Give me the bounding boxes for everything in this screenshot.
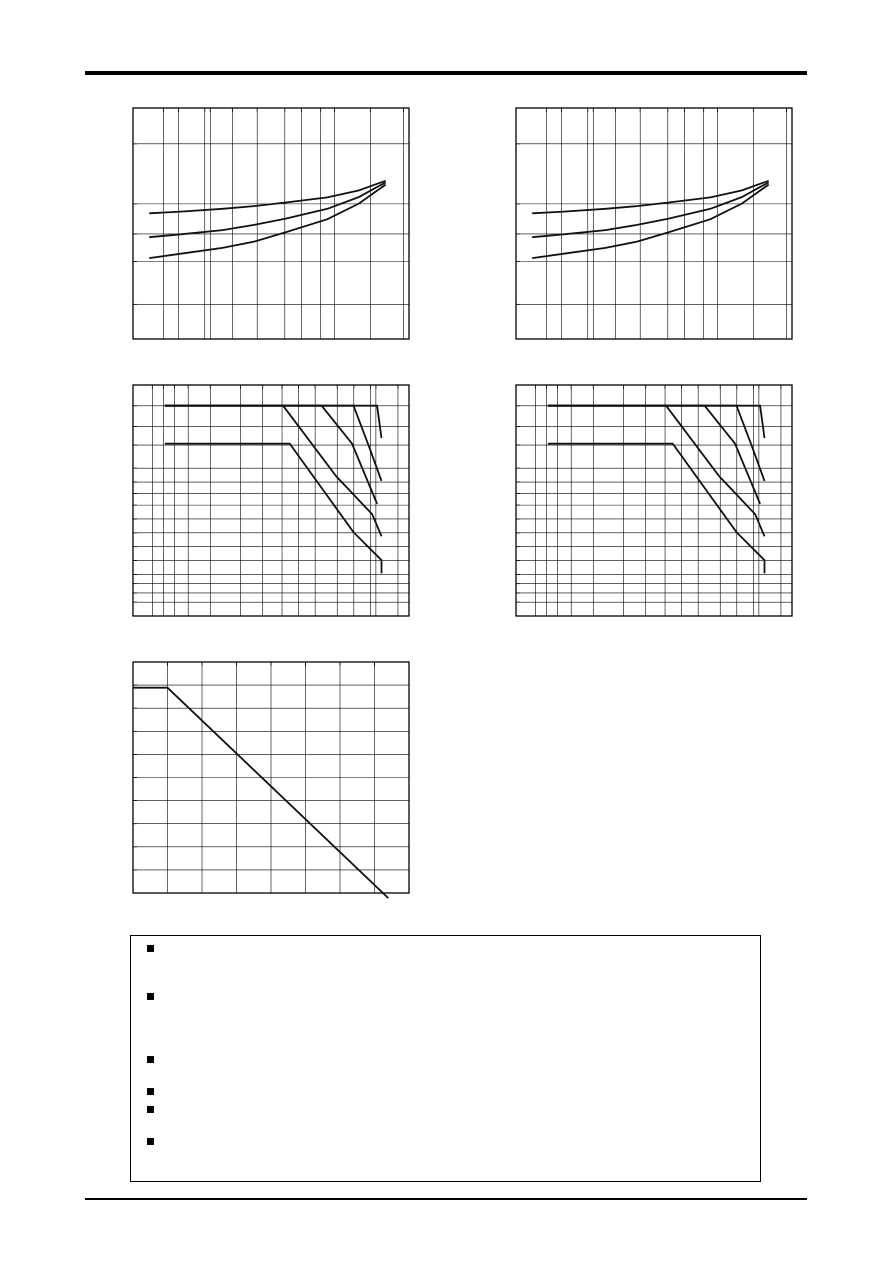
series-line-2 — [149, 183, 386, 238]
series-line-5 — [548, 406, 765, 438]
chart-bottom-left — [133, 662, 409, 893]
notes-box — [130, 935, 761, 1182]
chart-top-left — [133, 108, 409, 339]
series-line-1 — [165, 444, 382, 574]
note-bullet-2 — [147, 993, 154, 1000]
footer-rule — [85, 1198, 807, 1200]
header-rule — [85, 71, 807, 75]
note-bullet-4 — [147, 1088, 154, 1095]
series-line-1 — [133, 688, 388, 898]
series-line-2 — [165, 406, 382, 537]
series-line-5 — [165, 406, 382, 438]
series-line-2 — [548, 406, 765, 537]
chart-middle-left — [133, 385, 409, 616]
note-bullet-6 — [147, 1138, 154, 1145]
note-bullet-1 — [147, 945, 154, 952]
chart-top-right — [516, 108, 792, 339]
chart-middle-right — [516, 385, 792, 616]
series-line-2 — [532, 183, 769, 238]
note-bullet-5 — [147, 1106, 154, 1113]
series-line-3 — [165, 406, 377, 504]
series-line-3 — [548, 406, 760, 504]
note-bullet-3 — [147, 1056, 154, 1063]
series-line-1 — [548, 444, 765, 574]
